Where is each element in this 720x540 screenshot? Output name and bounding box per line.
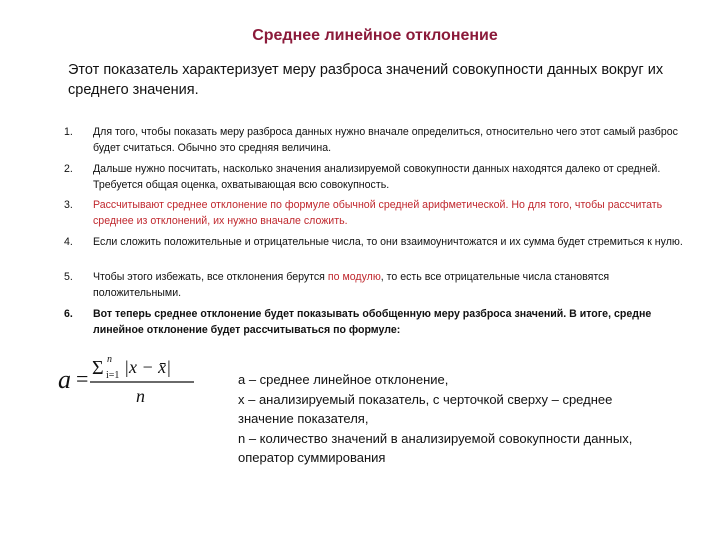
item-text	[93, 270, 691, 301]
page-title: Среднее линейное отклонение	[252, 27, 498, 44]
item-number: 5.	[64, 271, 73, 283]
item-text-c: , то есть все отрицательные числа становятся положительными.	[93, 271, 610, 299]
item-text-highlight: по модулю	[327, 271, 381, 283]
item-text-red-2: Но для того, чтобы рассчитать среднее из отклонений, их нужно вначале сложить.	[93, 199, 663, 227]
legend-line: а – среднее линейное отклонение,	[238, 372, 449, 387]
item-number: 6.	[64, 308, 73, 320]
item-number: 2.	[64, 163, 73, 175]
item-text: Вот теперь среднее отклонение будет показывать обобщенную меру разброса значений. В итоге, средне линейное отклонение будет рассчитываться по формуле:	[93, 308, 652, 336]
item-text	[93, 198, 691, 229]
formula-den: n	[136, 386, 145, 406]
item-text: Дальше нужно посчитать, насколько значения анализируемой совокупности данных находятся далеко от средней. Требуется общая оценка, охватывающая всю совокупность.	[93, 163, 661, 191]
item-text: Если сложить положительные и отрицательные числа, то они взаимоуничтожатся и их сумма будет стремиться к нулю.	[93, 236, 683, 248]
formula-lhs: a	[58, 365, 71, 394]
formula-sub: i=1	[106, 370, 120, 381]
item-number: 1.	[64, 126, 73, 138]
intro-paragraph: Этот показатель характеризует меру разброса значений совокупности данных вокруг их среднего значения.	[68, 62, 664, 98]
item-number: 3.	[64, 199, 73, 211]
formula-eq: =	[76, 366, 89, 391]
formula-sup: n	[107, 354, 112, 365]
legend-line: х – анализируемый показатель, с черточкой сверху – среднее	[238, 391, 613, 407]
item-number: 4.	[64, 236, 73, 248]
formula	[58, 352, 198, 407]
formula-legend	[238, 370, 678, 468]
legend-line: оператор суммирования	[238, 450, 386, 465]
formula-expr: |x − x̄|	[124, 357, 172, 377]
item-text-red: Рассчитывают среднее отклонение по формуле обычной средней арифметической.	[93, 199, 512, 211]
item-text: Для того, чтобы показать меру разброса данных нужно вначале определиться, относительно чего этот самый разброс будет считаться. Обычно это средняя величина.	[93, 126, 678, 154]
formula-sum: Σ	[92, 357, 104, 379]
legend-line: n – количество значений в анализируемой совокупности данных,	[238, 430, 633, 446]
item-text-a: Чтобы этого избежать, все отклонения берутся	[93, 271, 328, 283]
legend-line: значение показателя,	[238, 411, 369, 426]
